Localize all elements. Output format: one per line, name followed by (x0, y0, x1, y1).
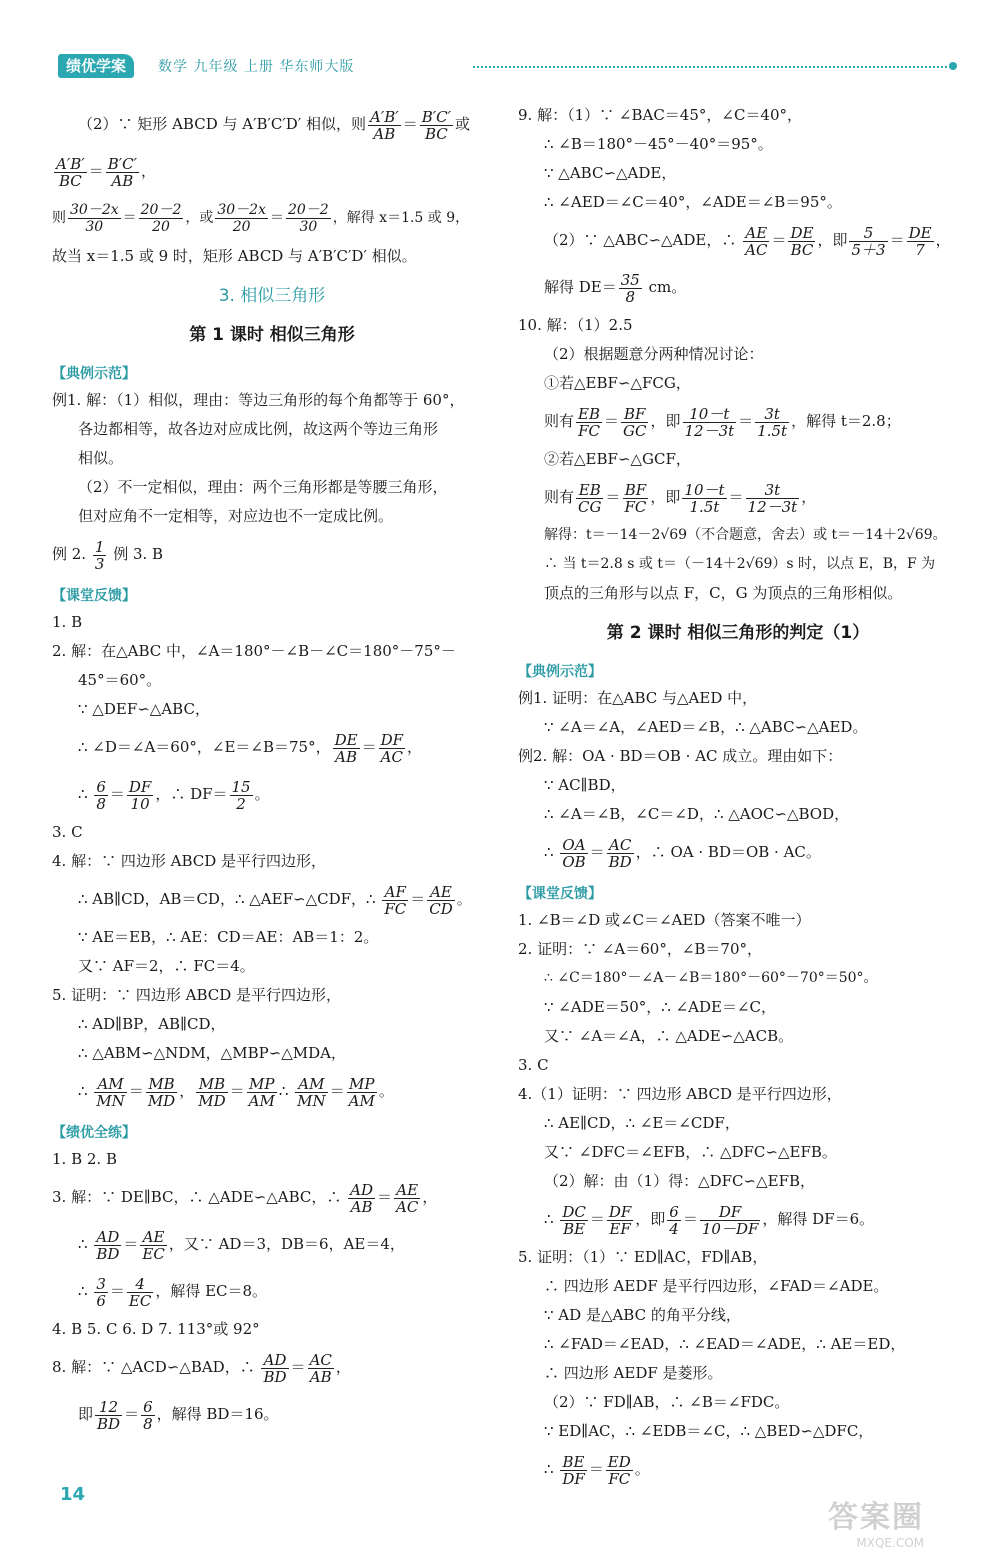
text-line: ∵ ED∥AC，∴ ∠EDB＝∠C，∴ △BED∽△DFC， (544, 1422, 874, 1440)
fraction: $\frac{MB}{MD}$ (147, 1074, 176, 1110)
text-line: ∴ $\frac{DC}{BE}$ ＝ $\frac{DF}{EF}$ ，即 $\frac{6}{4}$ ＝ $\frac{DF}{10-DF}$ ，解得 DF＝6。 (544, 1202, 875, 1238)
fraction: $\frac{DE}{BC}$ (790, 223, 814, 259)
text-line: 则 $\frac{30-2x}{30}$ ＝ $\frac{20-2}{20}$ ，或 $\frac{30-2x}{20}$ ＝ $\frac{20-2}{30}$ ，解得 x＝1.5 或 9， (52, 201, 470, 235)
text-line: 5. 证明：（1）∵ ED∥AC，FD∥AB， (518, 1248, 768, 1266)
section-tag: 【典例示范】 (52, 366, 136, 382)
fraction: $\frac{6}{8}$ (143, 1397, 153, 1433)
fraction: $\frac{MP}{AM}$ (348, 1074, 375, 1110)
fraction: $\frac{MP}{AM}$ (248, 1074, 275, 1110)
text-line: 即 $\frac{12}{BD}$ ＝ $\frac{6}{8}$ ，解得 BD＝16。 (78, 1397, 279, 1433)
fraction: $\frac{DE}{AB}$ (334, 730, 358, 766)
fraction: $\frac{EB}{FC}$ (578, 404, 600, 440)
fraction: $\frac{30-2x}{20}$ (217, 201, 266, 235)
text-line: ∴ AE∥CD，∴ ∠E＝∠CDF， (544, 1114, 740, 1132)
watermark-logo: 答案圈 (828, 1500, 924, 1535)
fraction: $\frac{DF}{EF}$ (608, 1202, 632, 1238)
fraction: $\frac{B'C'}{AB}$ (107, 154, 137, 190)
fraction: $\frac{BE}{DF}$ (562, 1452, 585, 1488)
section-tag: 【课堂反馈】 (52, 588, 136, 604)
header-subtitle: 数学 九年级 上册 华东师大版 (158, 59, 355, 75)
fraction: $\frac{AC}{BD}$ (608, 835, 632, 871)
text-line: ∴ ∠D＝∠A＝60°，∠E＝∠B＝75°， $\frac{DE}{AB}$ ＝ $\frac{DF}{AC}$ ， (78, 730, 423, 766)
fraction: $\frac{AD}{BD}$ (96, 1227, 120, 1263)
fraction: $\frac{20-2}{20}$ (140, 201, 182, 235)
left-column (52, 104, 492, 1441)
fraction: $\frac{6}{4}$ (669, 1202, 679, 1238)
fraction: $\frac{DF}{AC}$ (380, 730, 404, 766)
text-line: ∴ ∠AED＝∠C＝40°，∠ADE＝∠B＝95°。 (544, 193, 842, 211)
text-line: ∵ AE＝EB，∴ AE：CD＝AE：AB＝1：2。 (78, 928, 379, 946)
fraction: $\frac{3t}{1.5t}$ (757, 404, 788, 440)
text-line: 又∵ ∠DFC＝∠EFB，∴ △DFC∽△EFB。 (544, 1143, 837, 1161)
fraction: $\frac{10-t}{1.5t}$ (684, 480, 725, 516)
header-divider (473, 66, 951, 68)
text-line: 5. 证明：∵ 四边形 ABCD 是平行四边形， (52, 986, 342, 1004)
fraction: $\frac{3t}{12-3t}$ (747, 480, 798, 516)
text-line: ∴ 四边形 AEDF 是菱形。 (544, 1364, 723, 1382)
fraction: $\frac{20-2}{30}$ (287, 201, 329, 235)
text-line: 则有 $\frac{EB}{FC}$ ＝ $\frac{BF}{GC}$ ，即 $\frac{10-t}{12-3t}$ ＝ $\frac{3t}{1.5t}$ ，解得 t＝2.8； (544, 404, 901, 440)
text-line: ∴ AD∥BP，AB∥CD， (78, 1015, 226, 1033)
text-line: 例1. 证明：在△ABC 与△AED 中， (518, 689, 758, 707)
fraction: $\frac{AM}{MN}$ (297, 1074, 326, 1110)
fraction: $\frac{OA}{OB}$ (562, 835, 586, 871)
text-line: 例 2. $\frac{1}{3}$ 例 3. B (52, 537, 164, 573)
text-line: ∵ △ABC∽△ADE， (544, 164, 677, 182)
lesson-title: 第 2 课时 相似三角形的判定（1） (606, 623, 870, 643)
text-line: ∴ $\frac{BE}{DF}$ ＝ $\frac{ED}{FC}$ 。 (544, 1452, 650, 1488)
text-line: ∴ ∠A＝∠B，∠C＝∠D，∴ △AOC∽△BOD， (544, 805, 850, 823)
text-line: ∴ $\frac{3}{6}$ ＝ $\frac{4}{EC}$ ，解得 EC＝8。 (78, 1274, 268, 1310)
text-line: ∴ $\frac{AD}{BD}$ ＝ $\frac{AE}{EC}$ ，又∵ AD＝3，DB＝6，AE＝4， (78, 1227, 405, 1263)
section-tag: 【课堂反馈】 (518, 886, 602, 902)
text-line: 2. 解：在△ABC 中，∠A＝180°－∠B－∠C＝180°－75°－ (52, 642, 456, 660)
fraction: $\frac{DF}{10-DF}$ (701, 1202, 759, 1238)
brand-label: 绩优学案 (58, 54, 134, 78)
text-line: 1. ∠B＝∠D 或∠C＝∠AED（答案不唯一） (518, 911, 811, 929)
fraction: $\frac{DC}{BE}$ (562, 1202, 586, 1238)
text-line: （2）∵ 矩形 ABCD 与 A′B′C′D′ 相似，则 $\frac{A'B'}{AB}$ ＝ $\frac{B'C'}{BC}$ 或 (78, 107, 471, 143)
text-line: ∵ △DEF∽△ABC， (78, 700, 210, 718)
text-line: ∴ $\frac{OA}{OB}$ ＝ $\frac{AC}{BD}$ ，∴ OA · BD＝OB · AC。 (544, 835, 821, 871)
text-line: 但对应角不一定相等，对应边也不一定成比例。 (78, 507, 394, 525)
fraction: $\frac{AD}{AB}$ (350, 1180, 373, 1216)
text-line: ∴ 四边形 AEDF 是平行四边形，∠FAD＝∠ADE。 (544, 1277, 889, 1295)
text-line: ②若△EBF∽△GCF， (544, 450, 691, 468)
text-line: （2）∵ △ABC∽△ADE，∴ $\frac{AE}{AC}$ ＝ $\frac{DE}{BC}$ ，即 $\frac{5}{5+3}$ ＝ $\frac{DE}{7}$ ， (544, 223, 951, 259)
fraction: $\frac{AD}{BD}$ (263, 1350, 287, 1386)
text-line: 4. 解：∵ 四边形 ABCD 是平行四边形， (52, 852, 327, 870)
text-line: 又∵ ∠A＝∠A，∴ △ADE∽△ACB。 (544, 1027, 794, 1045)
fraction: $\frac{BF}{FC}$ (624, 480, 647, 516)
text-line: ∴ ∠C＝180°－∠A－∠B＝180°－60°－70°＝50°。 (544, 970, 878, 986)
fraction: $\frac{A'B'}{AB}$ (370, 107, 399, 143)
text-line: ∴ ∠B＝180°－45°－40°＝95°。 (544, 135, 773, 153)
text-line: 2. 证明：∵ ∠A＝60°，∠B＝70°， (518, 940, 763, 958)
text-line: 10. 解：（1）2.5 (518, 316, 633, 334)
fraction: $\frac{4}{EC}$ (128, 1274, 152, 1310)
fraction: $\frac{15}{2}$ (231, 777, 251, 813)
fraction: $\frac{DF}{10}$ (128, 777, 152, 813)
section-tag: 【绩优全练】 (52, 1125, 136, 1141)
text-line: ∴ $\frac{6}{8}$ ＝ $\frac{DF}{10}$ ，∴ DF＝ $\frac{15}{2}$ 。 (78, 777, 270, 813)
text-line: 45°＝60°。 (78, 671, 162, 689)
fraction: $\frac{B'C'}{BC}$ (421, 107, 452, 143)
fraction: $\frac{AF}{FC}$ (384, 882, 407, 918)
text-line: ∴ 当 t＝2.8 s 或 t＝（－14＋2√69）s 时，以点 E，B，F 为 (544, 556, 936, 572)
page-header (58, 52, 958, 82)
lesson-title: 第 1 课时 相似三角形 (189, 325, 355, 345)
fraction: $\frac{5}{5+3}$ (851, 223, 886, 259)
fraction: $\frac{A'B'}{BC}$ (56, 154, 85, 190)
header-dot-icon (949, 62, 957, 70)
text-line: ∴ △ABM∽△NDM，△MBP∽△MDA， (78, 1044, 347, 1062)
text-line: ①若△EBF∽△FCG， (544, 374, 691, 392)
text-line: 3. C (52, 823, 83, 841)
text-line: ∵ ∠A＝∠A，∠AED＝∠B，∴ △ABC∽△AED。 (544, 718, 868, 736)
text-line: 顶点的三角形与以点 F，C，G 为顶点的三角形相似。 (544, 584, 903, 602)
fraction: $\frac{AM}{MN}$ (96, 1074, 125, 1110)
text-line: 相似。 (78, 449, 124, 467)
text-line: 4.（1）证明：∵ 四边形 ABCD 是平行四边形， (518, 1085, 842, 1103)
text-line: （2）根据题意分两种情况讨论： (544, 345, 764, 363)
text-line: ∴ ∠FAD＝∠EAD，∴ ∠EAD＝∠ADE，∴ AE＝ED， (544, 1335, 906, 1353)
text-line: 解得：t＝－14－2√69（不合题意，舍去）或 t＝－14＋2√69。 (544, 527, 947, 543)
section-title: 3. 相似三角形 (218, 286, 326, 306)
text-line: 解得 DE＝ $\frac{35}{8}$ cm。 (544, 270, 687, 306)
text-line: ∵ ∠ADE＝50°，∴ ∠ADE＝∠C， (544, 998, 777, 1016)
fraction: $\frac{1}{3}$ (94, 537, 105, 573)
fraction: $\frac{6}{8}$ (96, 777, 106, 813)
fraction: $\frac{3}{6}$ (96, 1274, 106, 1310)
page-number: 14 (60, 1484, 86, 1505)
text: （2）∵ 矩形 ABCD 与 A′B′C′D′ 相似，则 (78, 115, 367, 133)
text-line: 8. 解：∵ △ACD∽△BAD，∴ $\frac{AD}{BD}$ ＝ $\frac{AC}{AB}$ ， (52, 1350, 351, 1386)
text-line: 9. 解：（1）∵ ∠BAC＝45°，∠C＝40°， (518, 106, 803, 124)
text-line: （2）不一定相似，理由：两个三角形都是等腰三角形， (78, 478, 448, 496)
fraction: $\frac{BF}{GC}$ (623, 404, 647, 440)
watermark-url: MXQE.COM (856, 1536, 924, 1550)
text-line: 例2. 解：OA · BD＝OB · AC 成立。理由如下： (518, 747, 843, 765)
text-line: 1. B (52, 613, 83, 631)
fraction: $\frac{AE}{AC}$ (745, 223, 768, 259)
fraction: $\frac{12}{BD}$ (97, 1397, 121, 1433)
fraction: $\frac{AE}{CD}$ (429, 882, 453, 918)
text-line: 又∵ AF＝2，∴ FC＝4。 (78, 957, 255, 975)
fraction: $\frac{10-t}{12-3t}$ (684, 404, 735, 440)
text-line: 3. C (518, 1056, 549, 1074)
text-line: ∵ AC∥BD， (544, 776, 626, 794)
text-line: 3. 解：∵ DE∥BC，∴ △ADE∽△ABC，∴ $\frac{AD}{AB}$ ＝ $\frac{AE}{AC}$ ， (52, 1180, 438, 1216)
fraction: $\frac{AE}{EC}$ (142, 1227, 165, 1263)
text-line: ∴ AB∥CD，AB＝CD，∴ △AEF∽△CDF，∴ $\frac{AF}{FC}$ ＝ $\frac{AE}{CD}$ 。 (78, 882, 472, 918)
fraction: $\frac{EB}{CG}$ (578, 480, 602, 516)
fraction: $\frac{AC}{AB}$ (309, 1350, 332, 1386)
text-line: （2）∵ FD∥AB，∴ ∠B＝∠FDC。 (544, 1393, 790, 1411)
right-column (518, 104, 958, 1496)
text-line: 4. B 5. C 6. D 7. 113°或 92° (52, 1320, 260, 1338)
text-line: 各边都相等，故各边对应成比例，故这两个等边三角形 (78, 420, 439, 438)
fraction: $\frac{DE}{7}$ (908, 223, 932, 259)
text-line: ∵ AD 是△ABC 的角平分线， (544, 1306, 741, 1324)
section-tag: 【典例示范】 (518, 664, 602, 680)
watermark (828, 1492, 924, 1550)
text-line: 则有 $\frac{EB}{CG}$ ＝ $\frac{BF}{FC}$ ，即 $\frac{10-t}{1.5t}$ ＝ $\frac{3t}{12-3t}$ ， (544, 480, 817, 516)
fraction: $\frac{30-2x}{30}$ (70, 201, 119, 235)
text-line: 例1. 解：（1）相似，理由：等边三角形的每个角都等于 60°， (52, 391, 465, 409)
fraction: $\frac{MB}{MD}$ (198, 1074, 226, 1110)
text-line: 故当 x＝1.5 或 9 时，矩形 ABCD 与 A′B′C′D′ 相似。 (52, 247, 417, 265)
fraction: $\frac{ED}{FC}$ (607, 1452, 631, 1488)
text-line: 1. B 2. B (52, 1150, 117, 1168)
fraction: $\frac{35}{8}$ (620, 270, 640, 306)
text-line: （2）解：由（1）得：△DFC∽△EFB， (544, 1172, 816, 1190)
fraction: $\frac{AE}{AC}$ (396, 1180, 419, 1216)
text-line: $\frac{A'B'}{BC}$ ＝ $\frac{B'C'}{AB}$ ， (56, 154, 157, 190)
text-line: ∴ $\frac{AM}{MN}$ ＝ $\frac{MB}{MD}$ ， $\frac{MB}{MD}$ ＝ $\frac{MP}{AM}$ ∴ $\frac{AM}{MN}$ ＝ $\frac{MP}{AM}$ 。 (78, 1074, 394, 1110)
